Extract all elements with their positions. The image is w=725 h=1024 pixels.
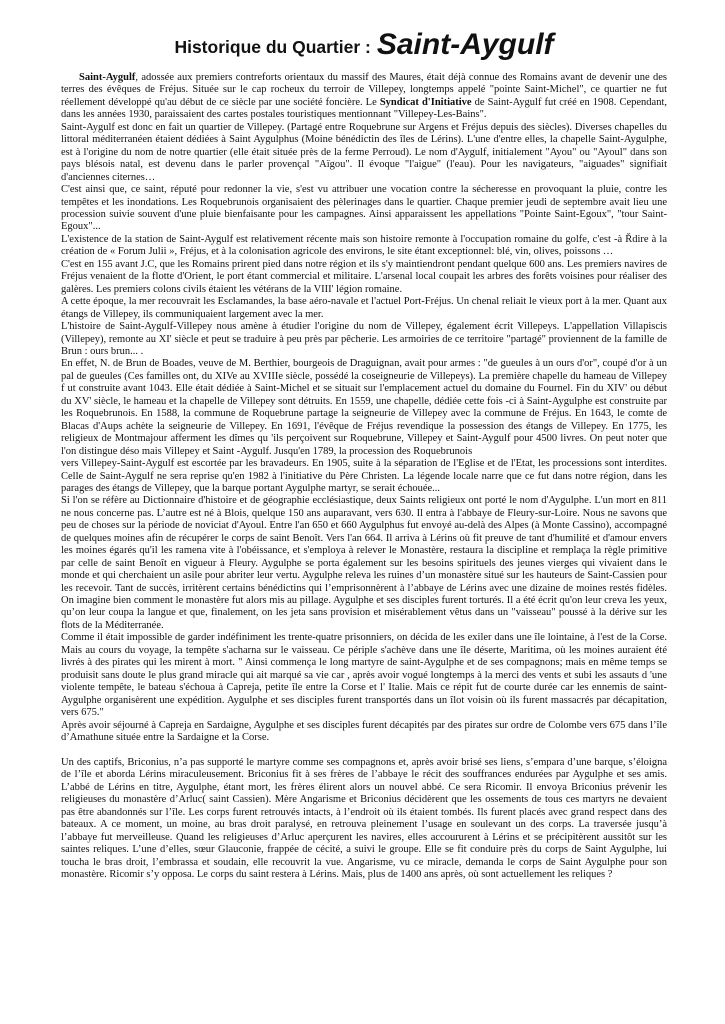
title-main: Saint-Aygulf xyxy=(376,28,554,61)
paragraph: Après avoir séjourné à Capreja en Sardaigne, Aygulphe et ses disciples furent décapités par des pirates sur ordre de Colombe vers 675 dans l’île d’Amathune située entre la Sardaigne et la Corse. xyxy=(61,719,667,744)
bold-syndicat: Syndicat d'Initiative xyxy=(379,96,472,108)
page-title xyxy=(61,22,667,68)
paragraph: C'est ainsi que, ce saint, réputé pour redonner la vie, s'est vu attribuer une vocation contre la sécheresse en provoquant la pluie, contre les tempêtes et les inondations. Les Roquebrunois organisaient des pèlerinages dans le quartier. Chaque premier jeudi de septembre avait lieu une procession suivie souvent d'une pluie bienfaisante pour les campagnes. Ainsi apparaissent les appellations "Pointe Saint-Egoux", "tour Saint-Egoux"... xyxy=(61,184,667,233)
document-body xyxy=(61,72,667,881)
paragraph: A cette époque, la mer recouvrait les Esclamandes, la base aéro-navale et l'actuel Port-Fréjus. Un chenal reliait le vieux port à la mer. Quant aux étangs de Villepey, ils communiquaient largement avec la mer. xyxy=(61,296,667,320)
paragraph-intro: Saint-Aygulf, adossée aux premiers contreforts orientaux du massif des Maures, était déjà connue des Romains avant de devenir une des terres des évêques de Fréjus. Située sur le cap rocheux du terroir de Villepey, longtemps appelé "pointe Saint-Michel", ce quartier ne fut réellement développé qu'au début de ce siècle par une société foncière. Le Syndicat d'Initiative de Saint-Aygulf fut créé en 1908. Cependant, dans les années 1930, paraissaient des cartes postales touristiques mentionnant "Villepey-Les-Bains". xyxy=(61,72,667,121)
paragraph: C'est en 155 avant J.C, que les Romains prirent pied dans notre région et ils s'y maintiendront pendant quelque 600 ans. Les premiers navires de Fréjus venaient de la flotte d'Orient, le port étant commercial et militaire. L'arsenal local coupait les arbres des forêts voisines pour réaliser des galères. Les premiers colons civils étaient les vétérans de la VIII' légion romaine. xyxy=(61,258,667,295)
paragraph: Un des captifs, Briconius, n’a pas supporté le martyre comme ses compagnons et, après avoir brisé ses liens, s’empara d’une barque, s’éloigna de l’île et aborda Lérins miraculeusement. Briconius fit à ses frères de l’abbaye le récit des souffrances endurées par Aygulphe et ses amis. L’abbé de Lérins en titre, Aygulphe, étant mort, les frères élirent alors un nouvel abbé. Ce sera Ricomir. Il envoya Briconius prévenir les religieuses du monastère d’Arluc( saint Cassien). Mère Angarisme et Briconius décidèrent que les ossements de tous ces martyrs ne devaient pas être abandonnés sur l’île. Les corps furent retrouvés intacts, à l’endroit où ils étaient tombés. Ils furent placés avec grand respect dans des bateaux. A ce moment, un moine, au bras droit paralysé, en retrouva pleinement l’usage en soulevant un des corps. La traversée jusqu’à l’abbaye fut merveilleuse. Quand les religieuses d’Arluc aperçurent les navires, elles accoururent à Lérins et se précipitèrent aussitôt sur les saintes reliques. L’une d’elles, sœur Glauconie, frappée de cécité, a suivi le groupe. Elle se fit conduire près du corps de Saint Aygulphe, lui toucha le bras droit, l’embrassa et soudain, elle recouvrit la vue. Angarisme, vu ce miracle, demanda le corps de Saint Aygulphe pour son monastère. Ricomir s’y opposa. Le corps du saint restera à Lérins. Mais, plus de 1400 ans après, où sont actuellement les reliques ? xyxy=(61,756,667,880)
paragraph: Saint-Aygulf est donc en fait un quartier de Villepey. (Partagé entre Roquebrune sur Argens et Fréjus depuis des siècles). Diverses chapelles du littoral méditerranéen étaient dédiées à Saint Aygulphus (Moine bénédictin des îles de Lérins). L'une d'entre elles, la chapelle Saint-Aygulphe, est à l'origine du nom de notre quartier (elle était située près de la ferme Perroud). Le nom d'Aygulf, initialement "Ayou" ou "Ayoul" dans son pays blésois natal, est devenu dans le parler provençal "Aïgou". Il évoque "l'aigue" (l'eau). Pour les navigateurs, "aiguades" signifiait d'anciennes citernes… xyxy=(61,121,667,183)
paragraph: vers Villepey-Saint-Aygulf est escortée par les bravadeurs. En 1905, suite à la séparation de l'Eglise et de l'Etat, les processions sont interdites. Celle de Saint-Aygulf ne sera reprise qu'en 1982 à l'initiative du Père Christen. La légende locale narre que ce fut dans notre région, dans les parages des étangs de Villepey, que la barque portant Aygulphe martyr, se serait échouée... xyxy=(61,458,667,494)
paragraph: En effet, N. de Brun de Boades, veuve de M. Berthier, bourgeois de Draguignan, avait pour armes : "de gueules à un ours d'or", coupé d'or à un pal de gueules (Ces familles ont, du XIVe au XVIIIe siècle, possédé la coseigneurie de Villepeys). La première chapelle du hameau de Villepey f ut construite avant 1043. Elle était dédiée à Saint-Michel et se situait sur l'emplacement actuel du domaine du Fournel. Fin du XIV' ou début du XV' siècle, le hameau et la chapelle de Villepey sont détruits. En 1559, une chapelle, dédiée cette fois -ci à Saint-Aygulphe est construite par les Roquebrunois. En 1588, la commune de Roquebrune partage la seigneurie de Villepey avec la commune de Fréjus. En 1643, le comte de Blacas d'Aups achète la seigneurie de Villepey. En 1691, l'évêque de Fréjus revendique la possession des étangs de Villepey. En 1775, les religieux de Montmajour afferment les dîmes qu 'ils perçoivent sur Roquebrune, Villepey et Saint-Aygulf pour 4500 livres. On peut noter que l'on distingue déso mais Villepey et Saint -Aygulf. Jusqu'en 1789, la procession des Roquebrunois xyxy=(61,358,667,457)
paragraph: L'existence de la station de Saint-Aygulf est relativement récente mais son histoire remonte à l'occupation romaine du golfe, c'est -à Řdire à la création de « Forum Julii », Fréjus, et à la colonisation agricole des environs, le site étant exceptionnel: blé, vin, olives, poissons … xyxy=(61,233,667,258)
title-prefix: Historique du Quartier : xyxy=(174,37,371,57)
paragraph: L'histoire de Saint-Aygulf-Villepey nous amène à étudier l'origine du nom de Villepey, également écrit Villepeys. L'appellation Villapiscis (Villepey), remonte au XI' siècle et peut se traduire à peu près par pêcherie. Les armoiries de ce territoire "partagé" proviennent de la famille de Brun : ours brun... . xyxy=(61,321,667,357)
bold-lead: Saint-Aygulf xyxy=(79,72,136,83)
paragraph: Comme il était impossible de garder indéfiniment les trente-quatre prisonniers, on décida de les exiler dans une île lointaine, à l'est de la Corse. Mais au cours du voyage, la tempête s'acharna sur le vaisseau. Ce périple s'achève dans une île déserte, Maritima, où les moines auraient été livrés à des pirates qui les mirent à mort. " Ainsi commença le long martyre de saint-Aygulphe et de ses compagnons; mais en même temps se produisit sans doute le plus grand miracle qui ait marqué sa vie car , après avoir vogué longtemps à la merci des vents et subi les assauts d 'une violente tempête, le bateau s'échoua à Capreja, petite île entre la Corse et l' Italie. Mais ce répit fut de courte durée car les ennemis de saint-Aygulphe organisèrent une expédition. Aygulphe et ses disciples furent transportés dans un îlot voisin où ils furent massacrés par décapitation, vers 675." xyxy=(61,632,667,719)
paragraph: Si l'on se réfère au Dictionnaire d'histoire et de géographie ecclésiastique, deux Saints religieux ont porté le nom d'Aygulphe. L'un mort en 811 ne nous concerne pas. L’autre est né à Blois, quelque 150 ans auparavant, vers 630. Il entra à l'abbaye de Fleury-sur-Loire. Nous ne savons que peu de choses sur la période de noviciat d'Ayoul. Entre l'an 650 et 660 Aygulphus fut envoyé au-delà des Alpes (à Monte Cassino), accompagné de quelques moines afin de récupérer le corps de saint Benoît. Vers l'an 664. Il arriva à Lérins où fit preuve de tant d'humilité et d'amour envers les moines égarés qu'il les ramena vite à l'obéissance, et s'employa à relever le Monastère, restaura la discipline et remplaça la règle primitive par celle de saint Benoît en vigueur à Fleury. Aygulphe se porta également sur les besoins spirituels des jeunes vierges qui vivaient dans le monde et qui cherchaient un asile pour abriter leur vertu. Aygulphe releva les ruines d’un monastère situé sur les hauteurs de Saint-Cassien pour les recevoir. Tant de succès, irritèrent certains bénédictins qui l’emprisonnèrent à l’abbaye de Lérins avec une dizaine de moines restés fidèles. On imagine bien comment le monastère fut alors mis au pillage. Aygulphe et ses disciples furent torturés. Il a été écrit qu'on leur creva les yeux, qu’on leur coupa la langue et que, finalement, on les jeta sans provision et misérablement vêtus dans un "vaisseau" poussé à la dérive sur les flots de la Méditerranée. xyxy=(61,495,667,631)
